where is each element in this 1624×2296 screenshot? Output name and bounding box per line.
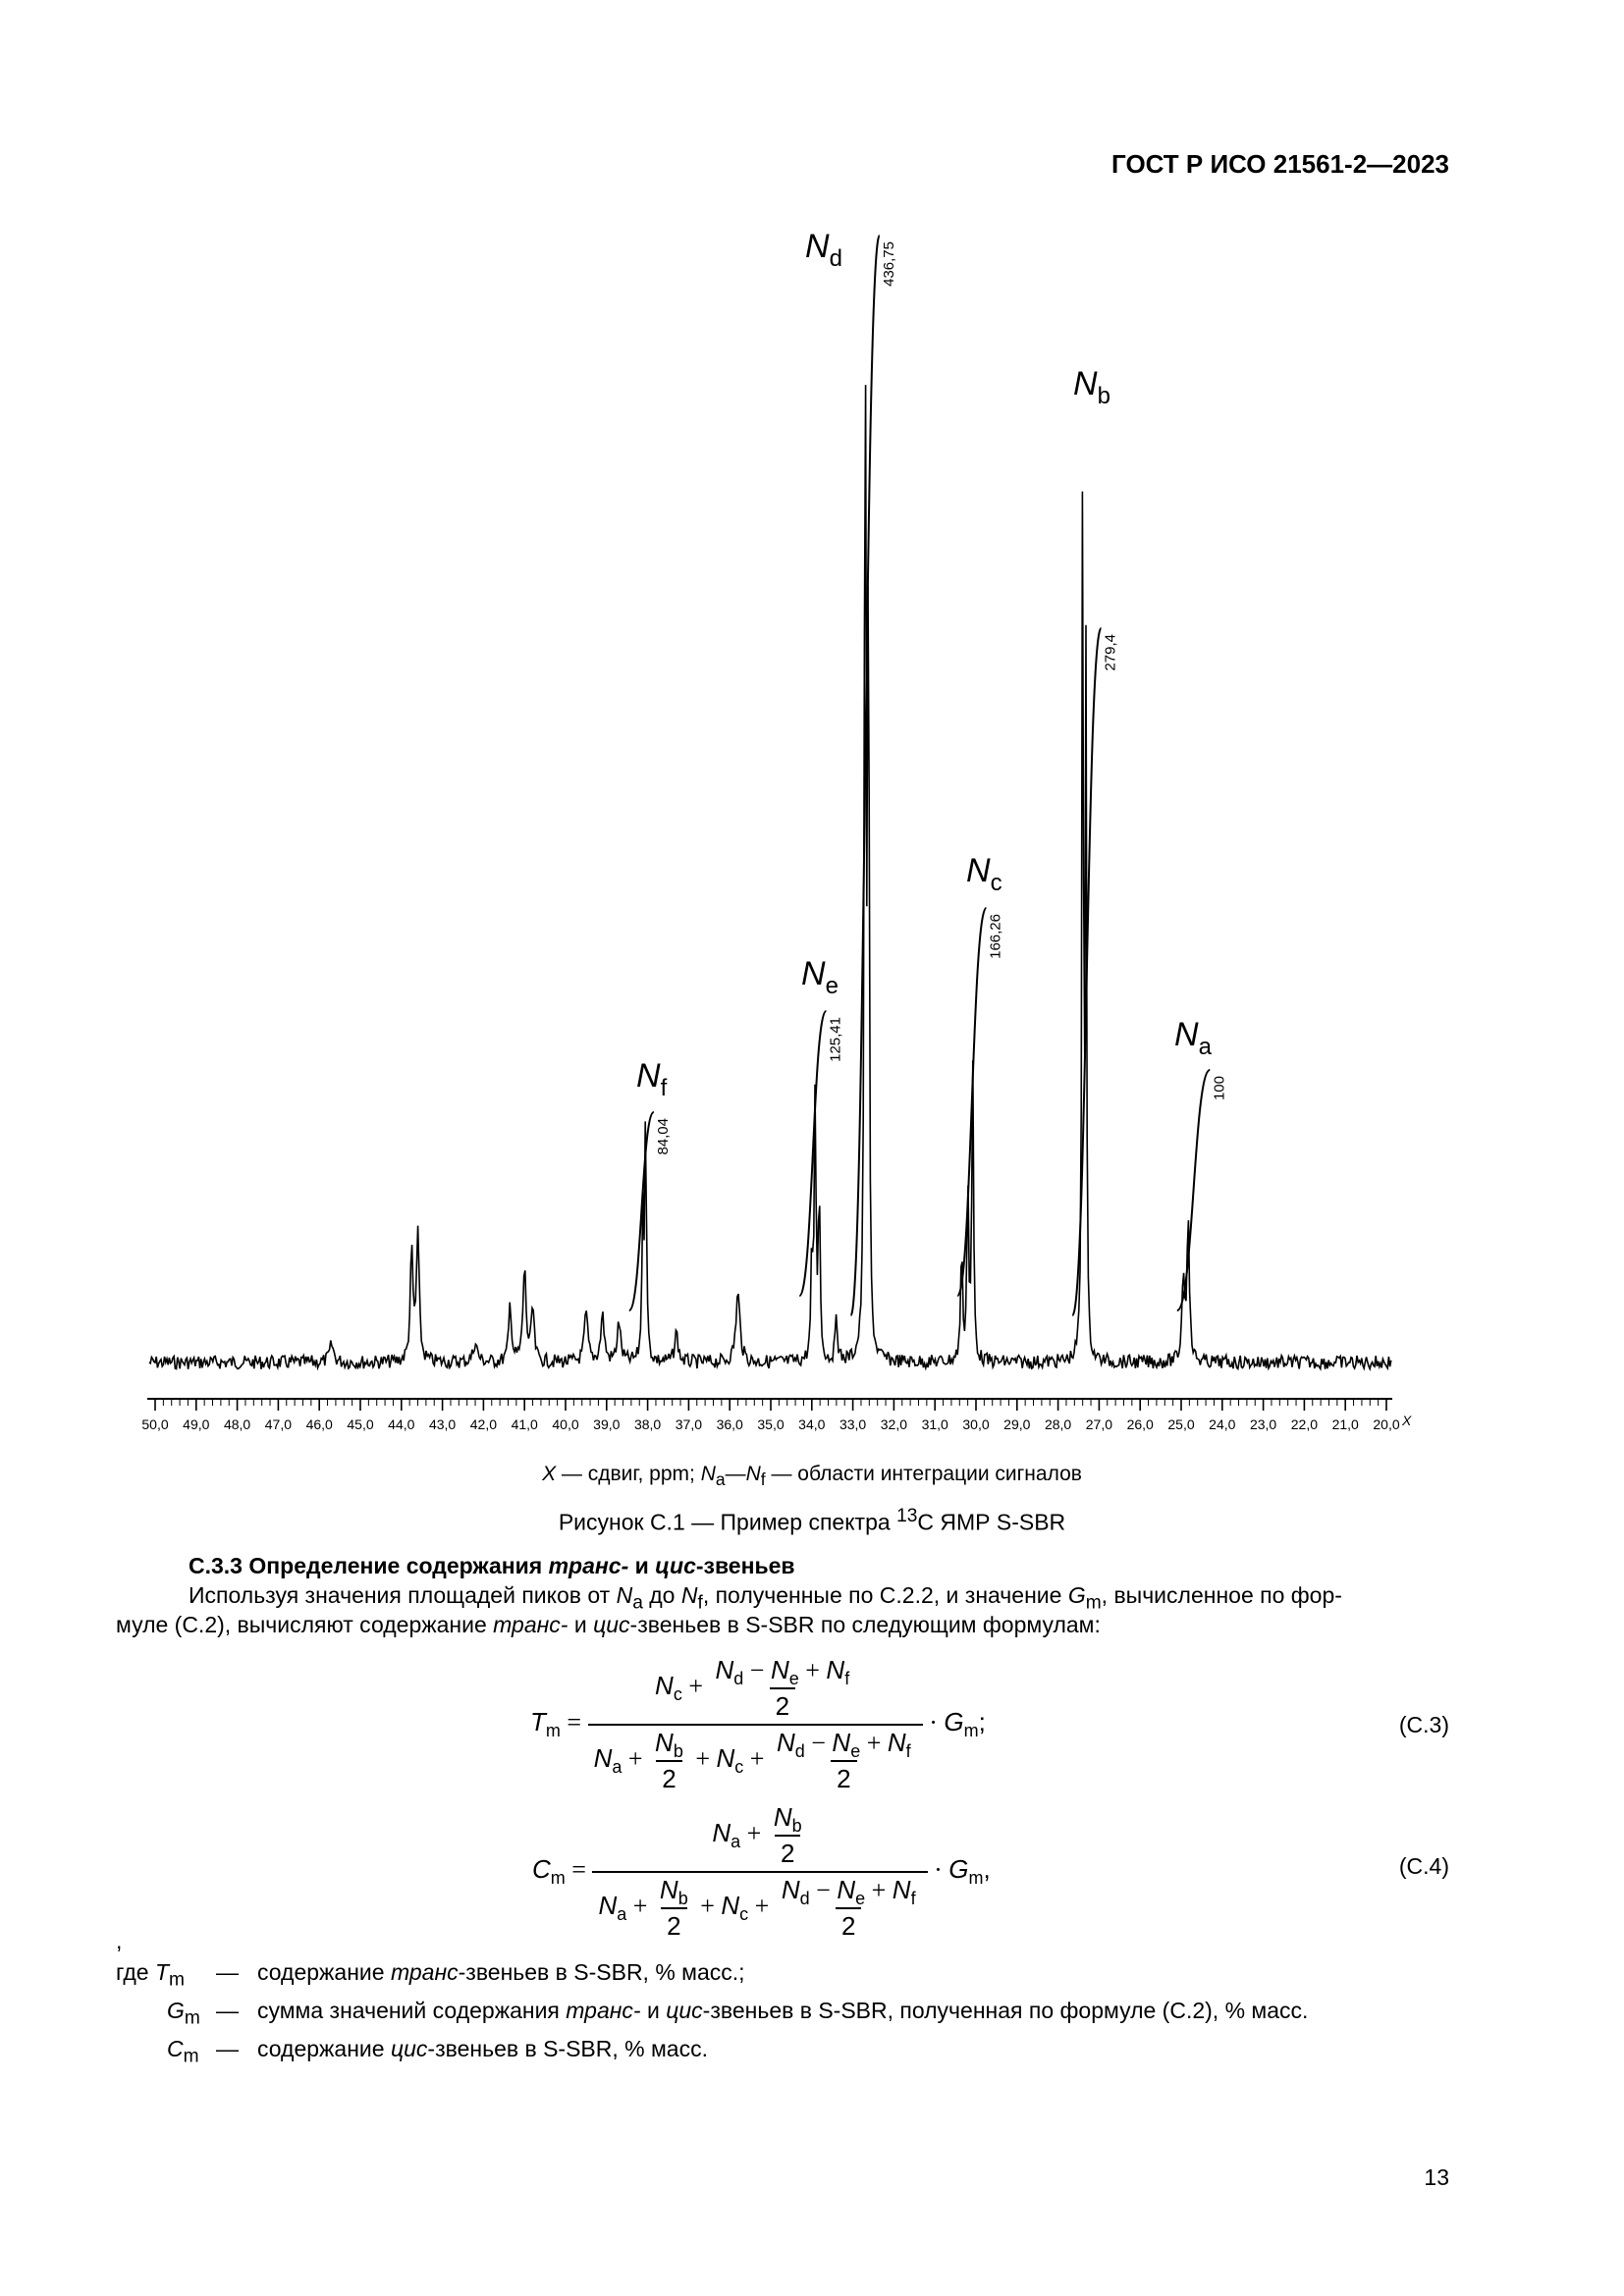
- formula-c3: $T_m$ = $N_c$ + $\frac{N_d - N_e + N_f}{2}$ $N_a$ + $\frac{N_b}{2}$ + $N_c$ + $\frac{N_d - N_e + N_f}{2}$ · $G_m$;: [530, 1655, 986, 1793]
- x-axis-ticks: [155, 1399, 1386, 1411]
- stray-comma: ,: [116, 1928, 123, 1953]
- page-number: 13: [1424, 2164, 1449, 2190]
- x-tick-label: 42,0: [469, 1416, 498, 1432]
- heading-trans: транс-: [548, 1553, 629, 1578]
- x-tick-label: 22,0: [1290, 1416, 1319, 1432]
- peak-label-a: $N_a$: [1174, 1016, 1212, 1060]
- f4-lhs: C: [532, 1853, 551, 1884]
- integral-curves: [629, 236, 1227, 1315]
- section-number: С.3.3: [189, 1553, 249, 1578]
- x-tick-label: 27,0: [1085, 1416, 1113, 1432]
- x-tick-label: 43,0: [428, 1416, 457, 1432]
- f4-denominator: $N_a$ + $\frac{N_b}{2}$ + $N_c$ + $\frac{N_d - N_e + N_f}{2}$: [592, 1871, 927, 1942]
- legend-x-symbol: X: [542, 1463, 557, 1485]
- f4-main-fraction: [592, 1802, 927, 1942]
- x-tick-label: 39,0: [593, 1416, 621, 1432]
- x-tick-label: 30,0: [962, 1416, 990, 1432]
- p2-cis: цис: [593, 1612, 630, 1637]
- x-tick-label: 25,0: [1167, 1416, 1195, 1432]
- paragraph-line-2: [116, 1610, 1101, 1639]
- legend-range-to-sub: f: [760, 1469, 766, 1490]
- legend-dash: —: [725, 1463, 746, 1485]
- x-tick-label: 33,0: [839, 1416, 867, 1432]
- peak-label-e: $N_e$: [801, 955, 839, 999]
- f3-numerator: $N_c$ + $\frac{N_d - N_e + N_f}{2}$: [655, 1655, 850, 1721]
- x-tick-label: 41,0: [511, 1416, 538, 1432]
- x-tick-label: 35,0: [757, 1416, 785, 1432]
- x-tick-label: 32,0: [880, 1416, 908, 1432]
- caption-superscript: 13: [896, 1506, 918, 1526]
- x-tick-label: 48,0: [223, 1416, 251, 1432]
- equation-number-c4: (С.4): [1398, 1853, 1449, 1879]
- x-tick-label: 21,0: [1331, 1416, 1359, 1432]
- p1-na: N: [616, 1582, 633, 1608]
- integral-value-d: 436,75: [880, 241, 897, 287]
- f3-lhs: T: [530, 1706, 546, 1736]
- peak-label-b: $N_b$: [1073, 365, 1110, 409]
- legend-range-to: N: [745, 1463, 761, 1485]
- definition-gm-dash: —: [216, 1998, 239, 2023]
- legend-range-from: N: [700, 1463, 716, 1485]
- figure-legend: [0, 1463, 1624, 1490]
- definition-cm-text: содержание цис-звеньев в S-SBR, % масс.: [257, 2036, 708, 2061]
- peak-label-f: $N_f$: [636, 1057, 668, 1101]
- definition-tm-dash: —: [216, 1959, 239, 1985]
- p1-to: до: [642, 1582, 681, 1608]
- integral-value-e: 125,41: [827, 1017, 844, 1062]
- definition-gm: $G_m$: [167, 1998, 200, 2029]
- x-tick-label: 29,0: [1003, 1416, 1031, 1432]
- p1-g: G: [1067, 1582, 1086, 1608]
- x-axis-label: X: [1402, 1413, 1412, 1428]
- x-tick-label: 31,0: [921, 1416, 948, 1432]
- heading-and: и: [628, 1553, 656, 1578]
- x-tick-label: 47,0: [264, 1416, 293, 1432]
- section-heading: [189, 1553, 795, 1579]
- f3-main-fraction: [588, 1655, 923, 1794]
- spectrum-trace: [149, 385, 1391, 1369]
- x-axis-tick-labels: [141, 1416, 1399, 1432]
- p1-end: , вычисленное по фор-: [1101, 1582, 1342, 1608]
- heading-end: -звеньев: [695, 1553, 795, 1578]
- definition-cm-dash: —: [216, 2036, 239, 2061]
- equation-number-c3: (С.3): [1398, 1712, 1449, 1737]
- heading-text: Определение содержания: [248, 1553, 549, 1578]
- caption-text-end: С ЯМР S-SBR: [917, 1509, 1066, 1535]
- integral-curve-e: [799, 1011, 826, 1296]
- x-tick-label: 50,0: [141, 1416, 169, 1432]
- x-tick-label: 37,0: [675, 1416, 703, 1432]
- integral-value-b: 279,4: [1102, 634, 1119, 671]
- legend-range-text: — области интеграции сигналов: [765, 1463, 1082, 1485]
- f3-denominator: $N_a$ + $\frac{N_b}{2}$ + $N_c$ + $\frac{N_d - N_e + N_f}{2}$: [588, 1724, 923, 1794]
- definition-cm: $C_m$: [167, 2036, 199, 2067]
- peak-label-d: $N_d$: [805, 228, 842, 272]
- formula-c4: $C_m$ = $N_a$ + $\frac{N_b}{2}$ $N_a$ + $\frac{N_b}{2}$ + $N_c$ + $\frac{N_d - N_e + N_f}{2}$ · $G_m$,: [532, 1802, 991, 1941]
- integral-value-c: 166,26: [987, 914, 1004, 959]
- x-tick-label: 26,0: [1126, 1416, 1154, 1432]
- integral-curve-a: [1177, 1070, 1210, 1310]
- caption-text: Рисунок С.1 — Пример спектра: [558, 1509, 897, 1535]
- figure-caption: [0, 1506, 1624, 1536]
- p1-mid: , полученные по С.2.2, и значение: [702, 1582, 1068, 1608]
- f4-numerator: $N_a$ + $\frac{N_b}{2}$: [712, 1802, 802, 1868]
- x-tick-label: 45,0: [347, 1416, 374, 1432]
- definition-tm-text: содержание транс-звеньев в S-SBR, % масс.;: [257, 1959, 745, 1985]
- peak-labels: [636, 228, 1213, 1101]
- p1-text: Используя значения площадей пиков от: [189, 1582, 617, 1608]
- x-tick-label: 46,0: [305, 1416, 333, 1432]
- heading-cis: цис: [655, 1553, 696, 1578]
- x-tick-label: 38,0: [633, 1416, 662, 1432]
- document-standard-header: ГОСТ Р ИСО 21561-2—2023: [1111, 149, 1449, 179]
- x-tick-label: 20,0: [1373, 1416, 1400, 1432]
- x-tick-label: 40,0: [552, 1416, 579, 1432]
- p2-trans: транс-: [493, 1612, 568, 1637]
- x-tick-label: 44,0: [388, 1416, 415, 1432]
- peak-label-c: $N_c$: [966, 852, 1002, 896]
- definition-gm-text: сумма значений содержания транс- и цис-звеньев в S-SBR, полученная по формуле (С.2), % масс.: [257, 1998, 1309, 2023]
- p1-nf-sub: f: [697, 1592, 703, 1614]
- legend-range-from-sub: a: [715, 1469, 726, 1490]
- integral-value-f: 84,04: [654, 1118, 672, 1155]
- p1-g-sub: m: [1085, 1592, 1102, 1614]
- definition-tm: где $T_m$: [116, 1959, 185, 1991]
- p2-text: муле (С.2), вычисляют содержание: [116, 1612, 494, 1637]
- p2-end: -звеньев в S-SBR по следующим формулам:: [629, 1612, 1101, 1637]
- x-tick-label: 24,0: [1209, 1416, 1236, 1432]
- p1-na-sub: a: [632, 1592, 643, 1614]
- x-tick-label: 49,0: [183, 1416, 210, 1432]
- p2-and: и: [568, 1612, 594, 1637]
- f3-lhs-sub: m: [545, 1720, 561, 1740]
- x-tick-label: 34,0: [798, 1416, 826, 1432]
- f4-lhs-sub: m: [550, 1867, 566, 1888]
- x-tick-label: 23,0: [1249, 1416, 1277, 1432]
- integral-value-a: 100: [1211, 1076, 1228, 1101]
- p1-nf: N: [680, 1582, 698, 1608]
- legend-x-text: — сдвиг, ppm;: [556, 1463, 701, 1485]
- x-tick-label: 36,0: [716, 1416, 743, 1432]
- x-tick-label: 28,0: [1044, 1416, 1072, 1432]
